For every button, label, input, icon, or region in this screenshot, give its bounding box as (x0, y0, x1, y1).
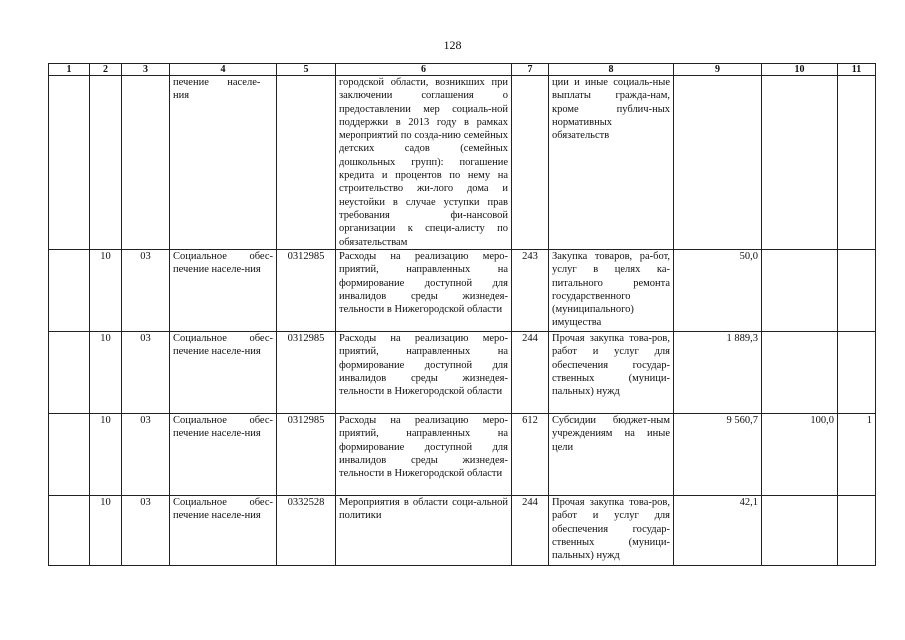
cell-amount-2 (762, 332, 838, 414)
cell-amount-2 (762, 76, 838, 250)
cell-section (49, 250, 90, 332)
cell-amount: 50,0 (674, 250, 762, 332)
col-header: 2 (90, 64, 122, 76)
col-header: 8 (549, 64, 674, 76)
cell-amount-2 (762, 496, 838, 566)
cell-target-name: Мероприятия в области соци-альной политики (336, 496, 512, 566)
cell-subsection-code: 03 (122, 332, 170, 414)
cell-section (49, 496, 90, 566)
cell-expense-name: Прочая закупка това-ров, работ и услуг для обеспечения государ-ственных (муници-пальных) нужд (549, 496, 674, 566)
cell-target-name: Расходы на реализацию меро-приятий, направленных на формирование доступной для инвалидов среды жизнедея-тельности в Нижегородской области (336, 250, 512, 332)
cell-section (49, 332, 90, 414)
table-row (49, 250, 876, 332)
cell-expense-code: 244 (512, 332, 549, 414)
cell-target-name: Расходы на реализацию меро-приятий, направленных на формирование доступной для инвалидов среды жизнедея-тельности в Нижегородской области (336, 332, 512, 414)
cell-amount-2: 100,0 (762, 414, 838, 496)
col-header: 9 (674, 64, 762, 76)
cell-col-11 (838, 76, 876, 250)
table-row (49, 76, 876, 250)
budget-table (48, 63, 876, 566)
cell-section-code: 10 (90, 250, 122, 332)
cell-section-code: 10 (90, 496, 122, 566)
col-header: 10 (762, 64, 838, 76)
cell-subsection-code (122, 76, 170, 250)
cell-subsection-name: Социальное обес-печение населе-ния (170, 250, 277, 332)
col-header: 3 (122, 64, 170, 76)
cell-expense-code (512, 76, 549, 250)
cell-expense-name: Закупка товаров, ра-бот, услуг в целях ка-питального ремонта государственного (муниципального) имущества (549, 250, 674, 332)
table-row (49, 414, 876, 496)
cell-amount: 42,1 (674, 496, 762, 566)
cell-expense-code: 612 (512, 414, 549, 496)
cell-target-code: 0332528 (277, 496, 336, 566)
cell-section-code: 10 (90, 332, 122, 414)
cell-col-11 (838, 496, 876, 566)
cell-col-11: 1 (838, 414, 876, 496)
cell-target-code: 0312985 (277, 414, 336, 496)
cell-amount-2 (762, 250, 838, 332)
cell-subsection-name: Социальное обес-печение населе-ния (170, 332, 277, 414)
cell-expense-name: ции и иные социаль-ные выплаты гражда-нам, кроме публич-ных нормативных обязательств (549, 76, 674, 250)
col-header: 7 (512, 64, 549, 76)
col-header: 5 (277, 64, 336, 76)
cell-amount: 1 889,3 (674, 332, 762, 414)
cell-amount (674, 76, 762, 250)
table-row (49, 496, 876, 566)
cell-target-code: 0312985 (277, 332, 336, 414)
col-header: 1 (49, 64, 90, 76)
cell-subsection-code: 03 (122, 496, 170, 566)
cell-amount: 9 560,7 (674, 414, 762, 496)
cell-section-code: 10 (90, 414, 122, 496)
col-header: 4 (170, 64, 277, 76)
cell-target-name: городской области, возникших при заключении соглашения о предоставлении мер социаль-ной поддержки в 2013 году в рамках мероприятий по созда-нию семейных детских садов (семейных дошкольных групп): погашение кредита и процентов по нему на строительство жи-лого дома и неустойки в случае уступки прав требования фи-нансовой организации к специ-алисту по обязательствам (336, 76, 512, 250)
cell-subsection-name: Социальное обес-печение населе-ния (170, 496, 277, 566)
cell-section (49, 414, 90, 496)
cell-subsection-code: 03 (122, 414, 170, 496)
cell-expense-name: Субсидии бюджет-ным учреждениям на иные цели (549, 414, 674, 496)
cell-expense-name: Прочая закупка това-ров, работ и услуг для обеспечения государ-ственных (муници-пальных) нужд (549, 332, 674, 414)
cell-section-code (90, 76, 122, 250)
cell-subsection-name: печение населе- ния (170, 76, 277, 250)
cell-col-11 (838, 332, 876, 414)
col-header: 6 (336, 64, 512, 76)
cell-target-name: Расходы на реализацию меро-приятий, направленных на формирование доступной для инвалидов среды жизнедея-тельности в Нижегородской области (336, 414, 512, 496)
header-row (49, 64, 876, 76)
cell-target-code (277, 76, 336, 250)
col-header: 11 (838, 64, 876, 76)
table-row (49, 332, 876, 414)
page-number: 128 (443, 38, 462, 52)
cell-expense-code: 243 (512, 250, 549, 332)
cell-target-code: 0312985 (277, 250, 336, 332)
cell-expense-code: 244 (512, 496, 549, 566)
cell-section (49, 76, 90, 250)
cell-subsection-code: 03 (122, 250, 170, 332)
cell-col-11 (838, 250, 876, 332)
cell-subsection-name: Социальное обес-печение населе-ния (170, 414, 277, 496)
